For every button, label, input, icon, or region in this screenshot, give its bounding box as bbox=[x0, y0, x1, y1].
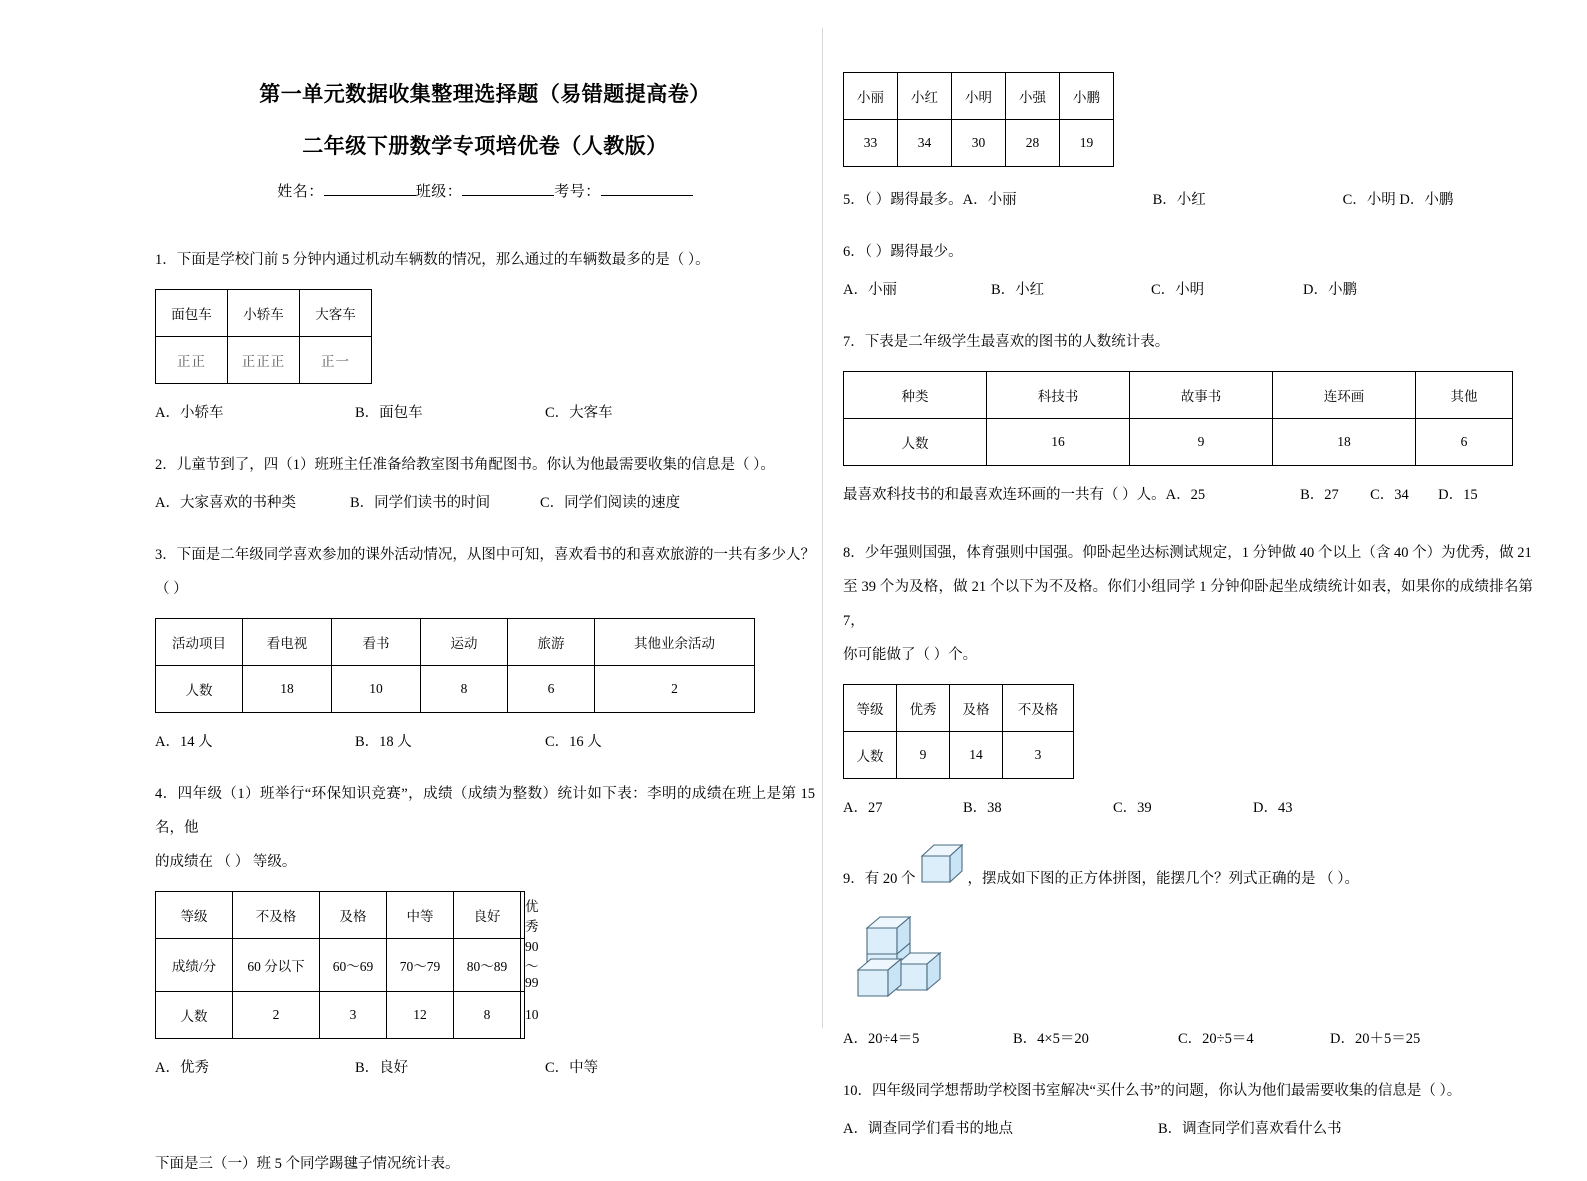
situp-grade-2: 不及格 bbox=[1003, 685, 1074, 732]
question-8-text-line3: 你可能做了（ ）个。 bbox=[843, 646, 978, 663]
kick-count-1: 34 bbox=[898, 120, 952, 167]
right-column bbox=[843, 0, 1533, 1146]
kick-name-3: 小强 bbox=[1006, 73, 1060, 120]
situp-row-label-0: 等级 bbox=[844, 685, 897, 732]
question-2-text: 2．儿童节到了，四（1）班班主任准备给教室图书角配图书。你认为他最需要收集的信息是（ ）。 bbox=[155, 456, 775, 473]
page-title-line2: 二年级下册数学专项培优卷（人教版） bbox=[302, 135, 668, 158]
activity-category-3: 旅游 bbox=[508, 619, 595, 666]
activity-category-1: 看书 bbox=[332, 619, 421, 666]
books-count-1: 9 bbox=[1130, 418, 1273, 465]
question-4-options bbox=[155, 1053, 815, 1085]
q9-option-d[interactable]: D．20＋5＝25 bbox=[1330, 1031, 1421, 1047]
q2-option-a[interactable]: A．大家喜欢的书种类 bbox=[155, 495, 296, 512]
kick-name-2: 小明 bbox=[952, 73, 1006, 120]
q8-option-d[interactable]: D．43 bbox=[1253, 800, 1293, 817]
activity-count-0: 18 bbox=[243, 666, 332, 713]
question-10-text: 10．四年级同学想帮助学校图书室解决“买什么书”的问题，你认为他们最需要收集的信息是（ ）。 bbox=[843, 1082, 1462, 1099]
kick-table-intro: 下面是三（一）班 5 个同学踢毽子情况统计表。 bbox=[155, 1156, 460, 1172]
q1-option-a[interactable]: A．小轿车 bbox=[155, 405, 224, 422]
question-3-table bbox=[155, 618, 755, 713]
single-cube-icon bbox=[918, 842, 966, 899]
left-column bbox=[155, 0, 815, 1181]
question-9-options bbox=[843, 1024, 1533, 1056]
q6-option-c[interactable]: C．小明 bbox=[1151, 281, 1205, 298]
exam-label: 考号： bbox=[554, 184, 601, 200]
books-count-2: 18 bbox=[1273, 418, 1416, 465]
situp-count-2: 3 bbox=[1003, 732, 1074, 779]
q8-option-c[interactable]: C．39 bbox=[1113, 800, 1152, 817]
activity-count-3: 6 bbox=[508, 666, 595, 713]
activity-category-2: 运动 bbox=[421, 619, 508, 666]
q2-option-c[interactable]: C．同学们阅读的速度 bbox=[540, 495, 681, 512]
grade-range-2: 70～79 bbox=[387, 939, 454, 992]
question-7-table bbox=[843, 371, 1513, 466]
vehicle-header-2: 大客车 bbox=[300, 290, 372, 337]
q5-option-a[interactable]: A．小丽 bbox=[962, 192, 1017, 208]
q4-option-a[interactable]: A．优秀 bbox=[155, 1060, 209, 1077]
class-label: 班级： bbox=[415, 184, 463, 200]
kick-name-4: 小鹏 bbox=[1060, 73, 1114, 120]
grade-row-label-0: 等级 bbox=[156, 892, 233, 939]
situp-count-1: 14 bbox=[950, 732, 1003, 779]
question-7-text: 7．下表是二年级学生最喜欢的图书的人数统计表。 bbox=[843, 333, 1170, 350]
table-row bbox=[844, 73, 1114, 120]
q7-option-c[interactable]: C．34 bbox=[1370, 486, 1409, 503]
situp-grade-0: 优秀 bbox=[897, 685, 950, 732]
q2-option-b[interactable]: B．同学们读书的时间 bbox=[350, 495, 491, 512]
grade-range-0: 60 分以下 bbox=[233, 939, 320, 992]
activity-count-4: 2 bbox=[595, 666, 755, 713]
q3-option-c[interactable]: C．16 人 bbox=[545, 734, 602, 751]
q10-option-b[interactable]: B．调查同学们喜欢看什么书 bbox=[1158, 1120, 1342, 1137]
question-1-options bbox=[155, 398, 815, 430]
q3-option-a[interactable]: A．14 人 bbox=[155, 734, 213, 751]
grade-level-0: 不及格 bbox=[233, 892, 320, 939]
q9-option-c[interactable]: C．20÷5＝4 bbox=[1178, 1031, 1254, 1047]
activity-count-1: 10 bbox=[332, 666, 421, 713]
q5-option-b[interactable]: B．小红 bbox=[1152, 192, 1206, 208]
question-7-options bbox=[843, 480, 1533, 512]
situp-count-0: 9 bbox=[897, 732, 950, 779]
table-row bbox=[844, 418, 1513, 465]
situp-row-label-1: 人数 bbox=[844, 732, 897, 779]
activity-count-2: 8 bbox=[421, 666, 508, 713]
q7-question-line: 最喜欢科技书的和最喜欢连环画的一共有（ ）人。A．25 bbox=[843, 486, 1206, 503]
question-8-table bbox=[843, 684, 1074, 779]
activity-row-label: 活动项目 bbox=[156, 619, 243, 666]
cube-stack-svg bbox=[855, 912, 960, 1007]
grade-count-3: 8 bbox=[454, 992, 521, 1039]
grade-row-label-1: 成绩/分 bbox=[156, 939, 233, 992]
grade-count-0: 2 bbox=[233, 992, 320, 1039]
table-row bbox=[156, 892, 525, 939]
books-category-2: 连环画 bbox=[1273, 371, 1416, 418]
table-row bbox=[844, 685, 1074, 732]
question-3-text: 3．下面是二年级同学喜欢参加的课外活动情况，从图中可知，喜欢看书的和喜欢旅游的一共有多少人？（ ） bbox=[155, 546, 815, 597]
question-5-text: 5．（ ）踢得最多。 bbox=[843, 192, 963, 208]
grade-count-4: 10 bbox=[521, 992, 525, 1039]
question-9-text-after: ，摆成如下图的正方体拼图，能摆几个？列式正确的是 （ ）。 bbox=[967, 870, 1359, 887]
kick-count-4: 19 bbox=[1060, 120, 1114, 167]
q6-option-b[interactable]: B．小红 bbox=[991, 281, 1045, 298]
vehicle-tally-2: 正一 bbox=[300, 337, 372, 384]
question-2-options bbox=[155, 488, 815, 520]
grade-level-2: 中等 bbox=[387, 892, 454, 939]
q1-option-b[interactable]: B．面包车 bbox=[355, 405, 423, 422]
q8-option-a[interactable]: A．27 bbox=[843, 800, 883, 817]
q10-option-a[interactable]: A．调查同学们看书的地点 bbox=[843, 1120, 1013, 1137]
grade-level-3: 良好 bbox=[454, 892, 521, 939]
grade-range-3: 80～89 bbox=[454, 939, 521, 992]
student-info-line bbox=[155, 180, 815, 201]
question-5-line bbox=[843, 185, 1533, 217]
question-9-text-before: 9．有 20 个 bbox=[843, 870, 916, 887]
q1-option-c[interactable]: C．大客车 bbox=[545, 405, 613, 422]
kick-count-2: 30 bbox=[952, 120, 1006, 167]
table-row bbox=[156, 619, 755, 666]
vehicle-header-0: 面包车 bbox=[156, 290, 228, 337]
q5-option-cd[interactable]: C．小明 D．小鹏 bbox=[1342, 192, 1454, 208]
q3-option-b[interactable]: B．18 人 bbox=[355, 734, 412, 751]
page-title-line1: 第一单元数据收集整理选择题（易错题提高卷） bbox=[259, 83, 711, 106]
question-6-options bbox=[843, 275, 1533, 307]
cube-icon-svg bbox=[918, 842, 966, 886]
kick-count-0: 33 bbox=[844, 120, 898, 167]
exam-input-blank[interactable] bbox=[601, 195, 693, 196]
books-count-3: 6 bbox=[1416, 418, 1513, 465]
grade-count-1: 3 bbox=[320, 992, 387, 1039]
question-8-options bbox=[843, 793, 1533, 825]
q4-option-b[interactable]: B．良好 bbox=[355, 1060, 409, 1077]
q9-option-b[interactable]: B．4×5＝20 bbox=[1013, 1031, 1089, 1047]
question-9-text bbox=[843, 851, 1533, 908]
table-row bbox=[844, 371, 1513, 418]
books-count-0: 16 bbox=[987, 418, 1130, 465]
activity-category-0: 看电视 bbox=[243, 619, 332, 666]
q4-option-c[interactable]: C．中等 bbox=[545, 1060, 599, 1077]
table-row bbox=[156, 290, 372, 337]
books-row-label-1: 人数 bbox=[844, 418, 987, 465]
question-8-text-line1: 8．少年强则国强，体育强则中国强。仰卧起坐达标测试规定，1 分钟做 40 个以上（含 40 个）为优秀，做 21 bbox=[843, 544, 1532, 561]
books-category-1: 故事书 bbox=[1130, 371, 1273, 418]
question-4-table bbox=[155, 891, 539, 1039]
question-3-options bbox=[155, 727, 815, 759]
column-divider bbox=[822, 28, 823, 1028]
grade-range-1: 60～69 bbox=[320, 939, 387, 992]
kick-name-1: 小红 bbox=[898, 73, 952, 120]
activity-category-4: 其他业余活动 bbox=[595, 619, 755, 666]
books-row-label-0: 种类 bbox=[844, 371, 987, 418]
q9-option-a[interactable]: A．20÷4＝5 bbox=[843, 1031, 920, 1047]
table-row bbox=[844, 120, 1114, 167]
kick-table bbox=[843, 72, 1114, 167]
cube-arrangement-figure bbox=[855, 912, 1533, 1012]
q6-option-a[interactable]: A．小丽 bbox=[843, 281, 897, 298]
question-4-text: 4．四年级（1）班举行“环保知识竞赛”，成绩（成绩为整数）统计如下表：李明的成绩在班上是第 15 名，他 bbox=[155, 785, 815, 836]
kick-name-0: 小丽 bbox=[844, 73, 898, 120]
question-10-options bbox=[843, 1114, 1533, 1146]
grade-level-4: 优秀 bbox=[521, 892, 525, 939]
q6-option-d[interactable]: D．小鹏 bbox=[1303, 281, 1357, 298]
question-4-text-line2: 的成绩在 （ ） 等级。 bbox=[155, 854, 297, 871]
q8-option-b[interactable]: B．38 bbox=[963, 800, 1002, 817]
grade-range-4: 90～99 bbox=[521, 939, 525, 992]
activity-count-label: 人数 bbox=[156, 666, 243, 713]
q7-option-d[interactable]: D．15 bbox=[1438, 486, 1478, 503]
table-row bbox=[156, 666, 755, 713]
q7-option-b[interactable]: B．27 bbox=[1300, 486, 1339, 503]
class-input-blank[interactable] bbox=[462, 195, 554, 196]
situp-grade-1: 及格 bbox=[950, 685, 1003, 732]
question-1-text: 1．下面是学校门前 5 分钟内通过机动车辆数的情况，那么通过的车辆数最多的是（ ）。 bbox=[155, 252, 710, 268]
books-category-0: 科技书 bbox=[987, 371, 1130, 418]
kick-count-3: 28 bbox=[1006, 120, 1060, 167]
name-label: 姓名： bbox=[277, 184, 324, 200]
grade-count-2: 12 bbox=[387, 992, 454, 1039]
question-8-text-line2: 至 39 个为及格，做 21 个以下为不及格。你们小组同学 1 分钟仰卧起坐成绩统计如表，如果你的成绩排名第 7， bbox=[843, 578, 1533, 629]
question-1-table bbox=[155, 289, 372, 384]
books-category-3: 其他 bbox=[1416, 371, 1513, 418]
table-row bbox=[844, 732, 1074, 779]
vehicle-tally-0: 正正 bbox=[156, 337, 228, 384]
table-row bbox=[156, 992, 525, 1039]
table-row bbox=[156, 939, 525, 992]
vehicle-header-1: 小轿车 bbox=[228, 290, 300, 337]
grade-level-1: 及格 bbox=[320, 892, 387, 939]
vehicle-tally-1: 正正正 bbox=[228, 337, 300, 384]
name-input-blank[interactable] bbox=[324, 195, 416, 196]
grade-row-label-2: 人数 bbox=[156, 992, 233, 1039]
question-6-text: 6．（ ）踢得最少。 bbox=[843, 243, 963, 260]
table-row bbox=[156, 337, 372, 384]
